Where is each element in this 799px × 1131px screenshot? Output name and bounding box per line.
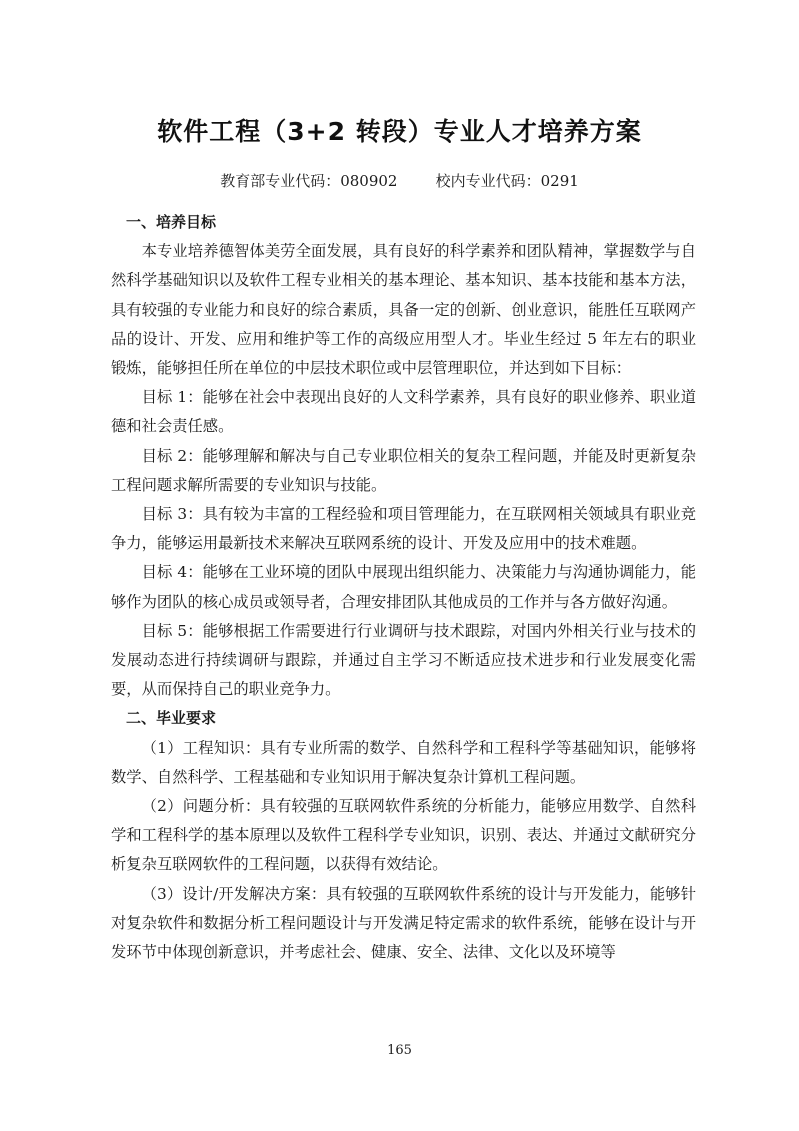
requirement-paragraph: （2）问题分析：具有较强的互联网软件系统的分析能力，能够应用数学、自然科学和工程科学的基本原理以及软件工程科学专业知识，识别、表达、并通过文献研究分析复杂互联网软件的工程问题，以获得有效结论。 [111, 797, 696, 874]
goal-paragraph: 目标 4：能够在工业环境的团队中展现出组织能力、决策能力与沟通协调能力，能够作为团队的核心成员或领导者，合理安排团队其他成员的工作并与各方做好沟通。 [111, 563, 696, 611]
section-heading-graduation-requirements: 二、毕业要求 [126, 709, 217, 728]
goal-paragraph: 目标 5：能够根据工作需要进行行业调研与技术跟踪，对国内外相关行业与技术的发展动态进行持续调研与跟踪，并通过自主学习不断适应技术进步和行业发展变化需要，从而保持自己的职业竞争力。 [111, 621, 696, 699]
document-body [111, 208, 696, 967]
training-goals-intro: 本专业培养德智体美劳全面发展，具有良好的科学素养和团队精神，掌握数学与自然科学基础知识以及软件工程专业相关的基本理论、基本知识、基本技能和基本方法，具有较强的专业能力和良好的综合素质，具备一定的创新、创业意识，能胜任互联网产品的设计、开发、应用和维护等工作的高级应用型人才。毕业生经过 5 年左右的职业锻炼，能够担任所在单位的中层技术职位或中层管理职位，并达到如下目标： [111, 242, 696, 378]
goal-paragraph: 目标 2：能够理解和解决与自己专业职位相关的复杂工程问题，并能及时更新复杂工程问题求解所需要的专业知识与技能。 [111, 446, 696, 494]
requirement-paragraph: （3）设计/开发解决方案：具有较强的互联网软件系统的设计与开发能力，能够针对复杂软件和数据分析工程问题设计与开发满足特定需求的软件系统，能够在设计与开发环节中体现创新意识，并考虑社会、健康、安全、法律、文化以及环境等 [111, 884, 696, 962]
goal-paragraph: 目标 1：能够在社会中表现出良好的人文科学素养，具有良好的职业修养、职业道德和社会责任感。 [111, 388, 696, 436]
document-title: 软件工程（3+2 转段）专业人才培养方案 [157, 117, 642, 146]
goal-paragraph: 目标 3：具有较为丰富的工程经验和项目管理能力，在互联网相关领域具有职业竞争力，能够运用最新技术来解决互联网系统的设计、开发及应用中的技术难题。 [111, 505, 696, 553]
section-heading-training-goals: 一、培养目标 [126, 213, 217, 231]
major-code-line: 教育部专业代码：080902 校内专业代码：0291 [220, 172, 579, 190]
requirement-paragraph: （1）工程知识：具有专业所需的数学、自然科学和工程科学等基础知识，能够将数学、自然科学、工程基础和专业知识用于解决复杂计算机工程问题。 [111, 738, 696, 786]
page-number: 165 [387, 1043, 412, 1058]
